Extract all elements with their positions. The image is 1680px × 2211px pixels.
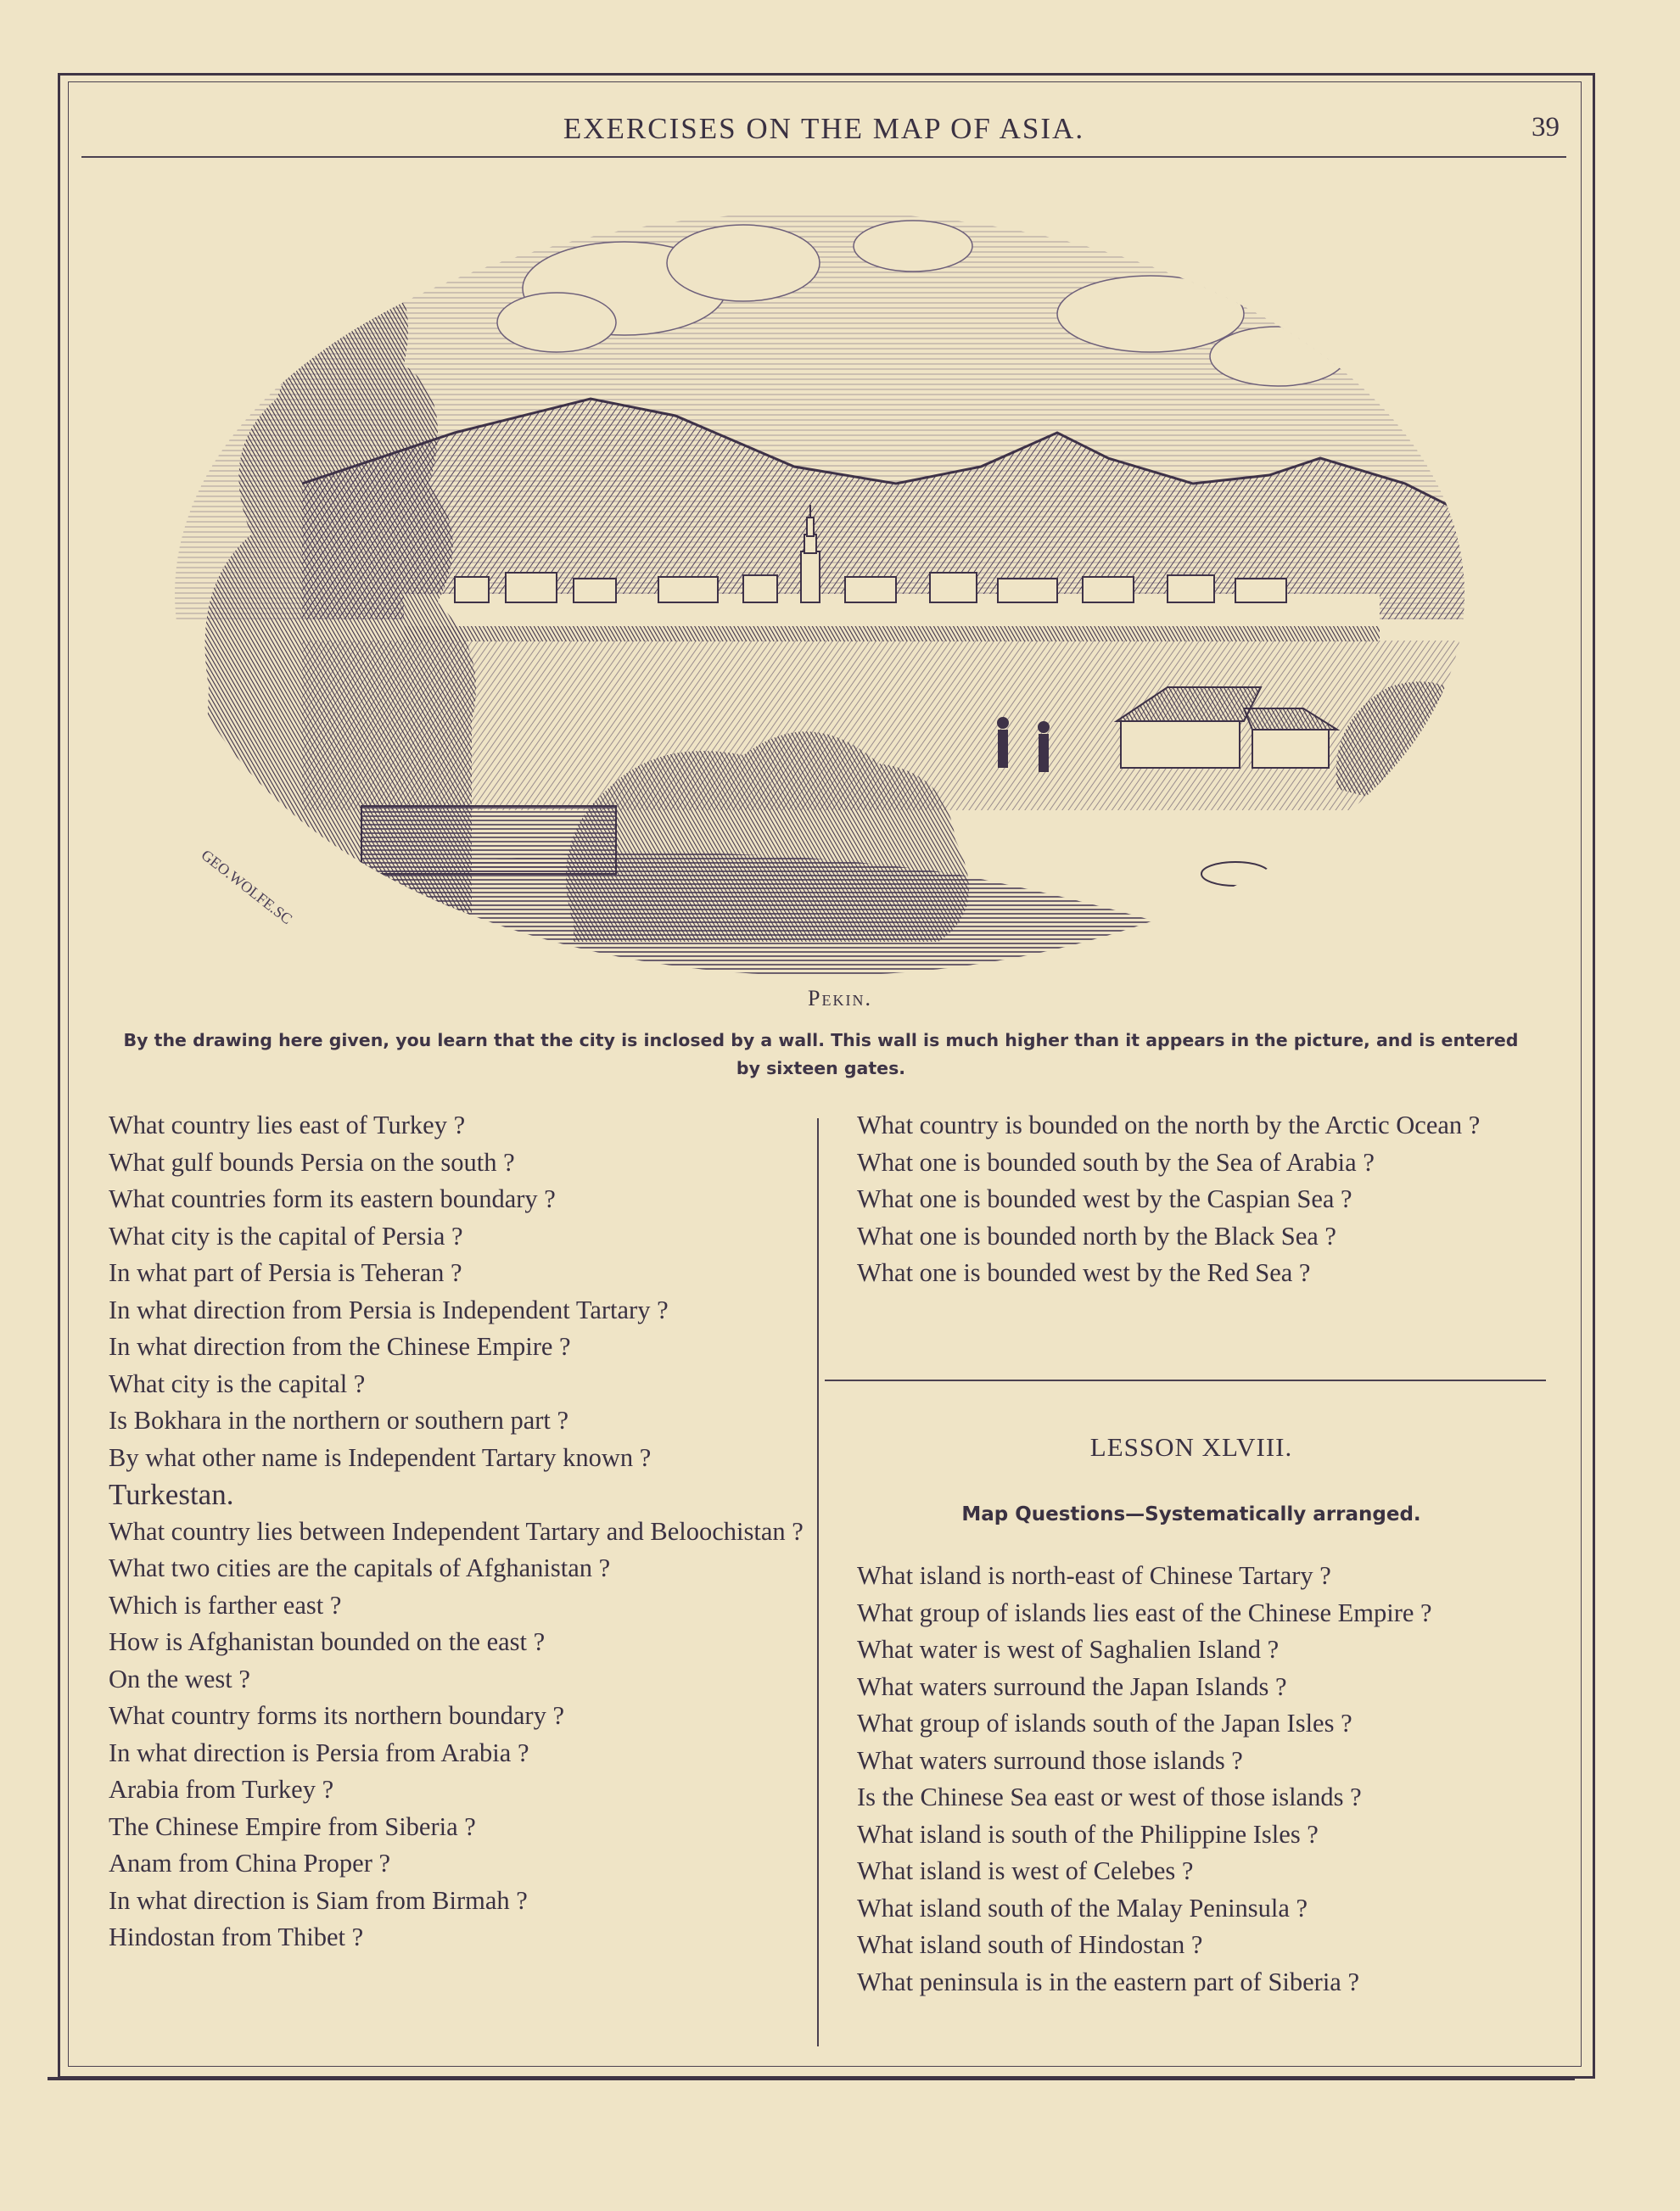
question: On the west ? bbox=[109, 1664, 250, 1693]
question: What countries form its eastern boundary ? bbox=[109, 1184, 556, 1213]
question: In what direction from Persia is Independent Tartary ? bbox=[109, 1295, 669, 1324]
question: What one is bounded west by the Caspian Sea ? bbox=[857, 1184, 1352, 1213]
question: What waters surround the Japan Islands ? bbox=[857, 1671, 1287, 1701]
question: What group of islands lies east of the Chinese Empire ? bbox=[857, 1598, 1432, 1627]
question: What country lies east of Turkey ? bbox=[109, 1111, 466, 1139]
question: What city is the capital of Persia ? bbox=[109, 1221, 463, 1251]
svg-text:GEO.WOLFE.SC: GEO.WOLFE.SC bbox=[198, 846, 296, 928]
question: What island is south of the Philippine Isles ? bbox=[857, 1819, 1319, 1849]
question: What island south of Hindostan ? bbox=[857, 1930, 1203, 1959]
right-column-questions-bottom bbox=[828, 1558, 1554, 2001]
lesson-rule bbox=[825, 1380, 1546, 1381]
question: Which is farther east ? bbox=[109, 1590, 342, 1620]
question: What water is west of Saghalien Island ? bbox=[857, 1635, 1280, 1664]
question: In what direction from the Chinese Empire ? bbox=[109, 1332, 571, 1361]
right-column-questions-top bbox=[828, 1107, 1554, 1292]
question: Is the Chinese Sea east or west of those islands ? bbox=[857, 1783, 1362, 1811]
question: What group of islands south of the Japan Isles ? bbox=[857, 1709, 1352, 1738]
question: What city is the capital ? bbox=[109, 1369, 366, 1398]
lesson-title: LESSON XLVIII. bbox=[1089, 1432, 1293, 1462]
question: In what part of Persia is Teheran ? bbox=[109, 1258, 462, 1287]
question: What island south of the Malay Peninsula ? bbox=[857, 1893, 1308, 1923]
illustration-caption: By the drawing here given, you learn that the city is inclosed by a wall. This wall is much higher than it appears in the picture, and is entered by sixteen gates. bbox=[123, 1030, 1519, 1078]
question: What peninsula is in the eastern part of Siberia ? bbox=[857, 1967, 1360, 1996]
question: What island is west of Celebes ? bbox=[857, 1856, 1194, 1885]
running-header bbox=[81, 105, 1566, 158]
question: Hindostan from Thibet ? bbox=[109, 1923, 364, 1951]
question: How is Afghanistan bounded on the east ? bbox=[109, 1627, 546, 1656]
question: What one is bounded west by the Red Sea ? bbox=[857, 1258, 1311, 1287]
question: What country forms its northern boundary ? bbox=[109, 1701, 564, 1730]
left-column-questions bbox=[80, 1107, 805, 1956]
question: What country lies between Independent Tartary and Beloochistan ? bbox=[109, 1516, 804, 1546]
question: Is Bokhara in the northern or southern part ? bbox=[109, 1406, 569, 1435]
illustration-title: Pekin. bbox=[808, 986, 872, 1010]
question: What gulf bounds Persia on the south ? bbox=[109, 1147, 515, 1177]
column-divider bbox=[817, 1118, 819, 2046]
question: What waters surround those islands ? bbox=[857, 1745, 1243, 1775]
question: What island is north-east of Chinese Tartary ? bbox=[857, 1561, 1331, 1590]
question: What one is bounded south by the Sea of Arabia ? bbox=[857, 1147, 1375, 1177]
question: The Chinese Empire from Siberia ? bbox=[109, 1811, 476, 1841]
question: What country is bounded on the north by the Arctic Ocean ? bbox=[857, 1111, 1481, 1139]
answer: Turkestan. bbox=[109, 1478, 234, 1511]
question: What two cities are the capitals of Afghanistan ? bbox=[109, 1553, 611, 1582]
lesson-subtitle: Map Questions—Systematically arranged. bbox=[961, 1503, 1421, 1525]
pekin-engraving bbox=[149, 178, 1481, 976]
question: In what direction is Persia from Arabia ? bbox=[109, 1738, 529, 1767]
question: Anam from China Proper ? bbox=[109, 1849, 391, 1878]
question: Arabia from Turkey ? bbox=[109, 1775, 334, 1804]
question: In what direction is Siam from Birmah ? bbox=[109, 1885, 528, 1915]
question: What one is bounded north by the Black Sea ? bbox=[857, 1221, 1336, 1251]
header-title: EXERCISES ON THE MAP OF ASIA. bbox=[563, 112, 1085, 145]
bottom-rule bbox=[48, 2077, 1575, 2080]
page-number: 39 bbox=[1532, 112, 1560, 143]
question: By what other name is Independent Tartary known ? bbox=[109, 1442, 652, 1472]
